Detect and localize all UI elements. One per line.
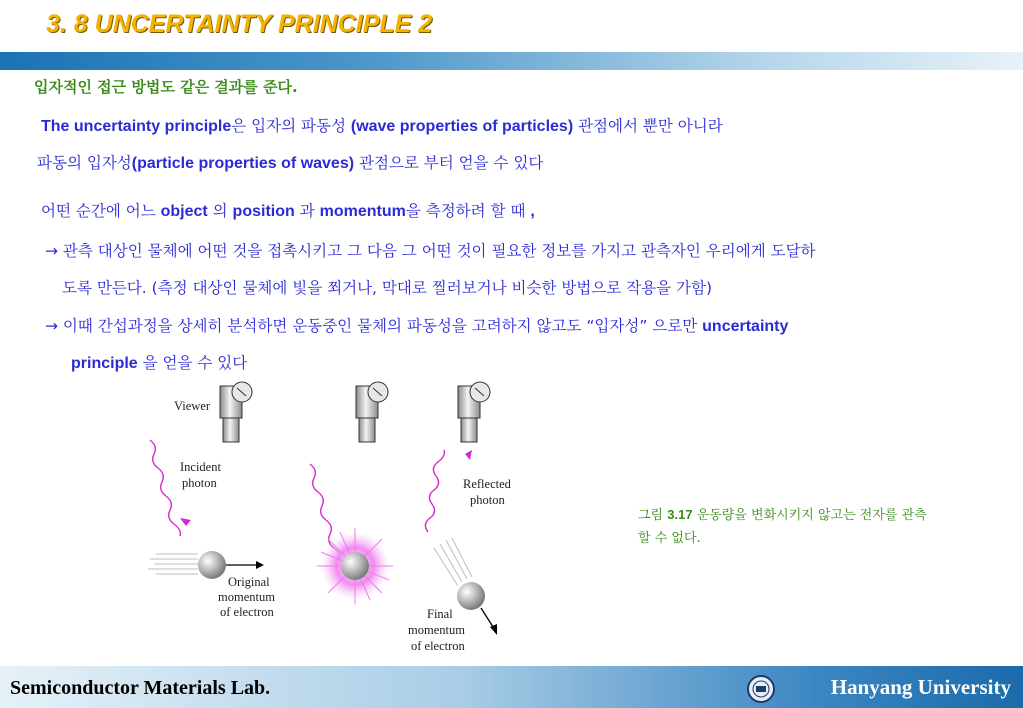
text: 은 입자의 파동성 [231, 117, 351, 135]
text-bold: (particle properties of waves) [131, 155, 355, 172]
text: 과 [294, 202, 320, 220]
microscope-icon [356, 382, 388, 442]
text: 을 얻을 수 있다 [137, 354, 248, 372]
viewer-label: Viewer [174, 399, 211, 413]
original-label-2: momentum [218, 590, 275, 604]
motion-streaks [148, 554, 198, 574]
text: → 이때 간섭과정을 상세히 분석하면 운동중인 물체의 파동성을 고려하지 않고도 “입자성” 으로만 [45, 317, 703, 335]
reflected-photon-wave [425, 450, 444, 532]
text: 파동의 입자성 [37, 154, 132, 172]
microscope-icon [458, 382, 490, 442]
electron [457, 582, 485, 610]
final-label-3: of electron [411, 639, 465, 653]
caption-number: 3.17 [667, 507, 693, 522]
slide-title: 3. 8 UNCERTAINTY PRINCIPLE 2 [46, 10, 433, 38]
final-label-2: momentum [408, 623, 465, 637]
electron [198, 551, 226, 579]
text: 관점으로 부터 얻을 수 있다 [354, 154, 544, 172]
paragraph-5-line-1 [45, 314, 788, 336]
text-bold: principle [71, 355, 138, 372]
paragraph-2 [37, 151, 543, 173]
text-bold: object [160, 203, 208, 220]
motion-streaks [434, 538, 472, 586]
paragraph-5-line-2 [71, 351, 247, 373]
original-label-1: Original [228, 575, 270, 589]
footer-university-name: Hanyang University [830, 675, 1011, 699]
arrow-head-icon [180, 518, 191, 526]
caption-prefix: 그림 [638, 508, 668, 523]
caption-text: 운동량을 변화시키지 않고는 전자를 관측할 수 없다. [638, 508, 927, 546]
text: 의 [207, 202, 233, 220]
text-bold: (wave properties of particles) [350, 118, 574, 135]
original-label-3: of electron [220, 605, 274, 619]
figure-caption [638, 503, 938, 550]
text-bold: uncertainty [702, 318, 789, 335]
electron [341, 552, 369, 580]
text-bold: momentum [319, 203, 406, 220]
header-bar [0, 52, 1023, 70]
arrow-head-icon [490, 624, 497, 635]
text-bold: position [232, 203, 295, 220]
text: 어떤 순간에 어느 [41, 202, 161, 220]
uncertainty-figure [140, 378, 560, 660]
paragraph-3 [41, 199, 535, 221]
final-label-1: Final [427, 607, 453, 621]
text-bold: The uncertainty principle [41, 118, 232, 135]
university-seal-icon [741, 674, 781, 704]
footer-lab-name: Semiconductor Materials Lab. [10, 677, 271, 699]
arrow-head-icon [256, 561, 264, 569]
subtitle: 입자적인 접근 방법도 같은 결과를 준다. [34, 78, 298, 96]
incident-label-2: photon [182, 476, 217, 490]
paragraph-4-line-2: 도록 만든다. (측정 대상인 물체에 빛을 쬐거나, 막대로 찔러보거나 비슷한 방법으로 작용을 가함) [62, 279, 713, 297]
paragraph-4-line-1: → 관측 대상인 물체에 어떤 것을 접촉시키고 그 다음 그 어떤 것이 필요한 정보를 가지고 관측자인 우리에게 도달하 [45, 242, 816, 260]
text: 을 측정하려 할 때 [405, 202, 531, 220]
text-bold: , [530, 203, 535, 220]
paragraph-1 [41, 114, 723, 136]
reflected-label-2: photon [470, 493, 505, 507]
incident-label-1: Incident [180, 460, 221, 474]
reflected-label-1: Reflected [463, 477, 511, 491]
incident-photon-wave [150, 440, 180, 536]
microscope-icon [220, 382, 252, 442]
text: 관점에서 뿐만 아니라 [573, 117, 723, 135]
arrow-head-icon [465, 450, 472, 460]
